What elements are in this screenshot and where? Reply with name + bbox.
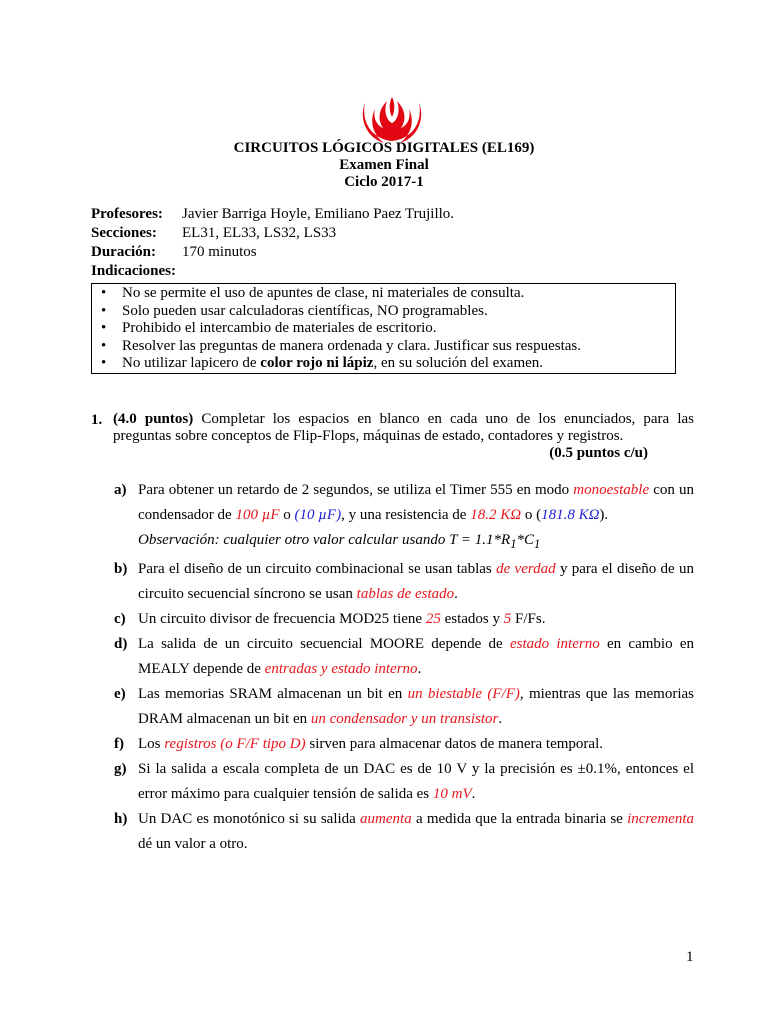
- item-text: .: [417, 661, 422, 677]
- exam-cycle: Ciclo 2017-1: [344, 174, 424, 190]
- item-h: [114, 807, 694, 857]
- answer: 18.2 KΩ: [470, 507, 522, 523]
- indicacion-text: Resolver las preguntas de manera ordenada y clara. Justificar sus respuestas.: [122, 337, 582, 354]
- answer: un biestable (F/F): [407, 686, 520, 702]
- item-f: [114, 732, 694, 757]
- item-text: .: [471, 786, 476, 802]
- item-b: [114, 557, 694, 607]
- exam-info: [91, 205, 454, 281]
- item-label: e): [114, 686, 126, 702]
- question-1: [91, 411, 694, 462]
- answer-alt: (10 µF): [294, 507, 342, 523]
- item-d: [114, 632, 694, 682]
- observation-text: Observación: cualquier otro valor calcular usando T = 1.1*R: [138, 532, 511, 548]
- item-text: , mientras que las memorias DRAM almacenan un bit en: [138, 686, 695, 727]
- points-each: (0.5 puntos c/u): [549, 445, 648, 461]
- indicacion-item: [92, 285, 675, 303]
- answer: aumenta: [360, 811, 412, 827]
- item-text: Para obtener un retardo de 2 segundos, se utiliza el Timer 555 en modo: [138, 482, 574, 498]
- item-text: y para el diseño de un circuito secuencial síncrono se usan: [138, 561, 694, 602]
- duracion-row: [91, 243, 454, 262]
- item-text: Un circuito divisor de frecuencia MOD25 tiene: [138, 611, 426, 627]
- item-text: F/Fs.: [511, 611, 546, 627]
- question-items: [114, 478, 694, 857]
- item-label: g): [114, 761, 127, 777]
- profesores-label: Profesores:: [91, 206, 163, 222]
- answer: 10 mV: [432, 786, 472, 802]
- item-text: estados y: [440, 611, 504, 627]
- item-label: f): [114, 736, 124, 752]
- indicacion-bold: color rojo ni lápiz: [260, 355, 374, 372]
- answer: 5: [503, 611, 512, 627]
- answer: registros (o F/F tipo D): [164, 736, 306, 752]
- duracion-label: Duración:: [91, 244, 156, 260]
- question-text: Completar los espacios en blanco en cada uno de los enunciados, para las preguntas sobre conceptos de Flip-Flops, máquinas de estado, contadores y registros.: [113, 411, 694, 444]
- item-text: .: [498, 711, 503, 727]
- question-statement: [113, 411, 694, 445]
- item-text: en cambio en MEALY depende de: [138, 636, 694, 677]
- answer-alt: 181.8 KΩ: [541, 507, 600, 523]
- item-label: h): [114, 811, 128, 827]
- exam-name: Examen Final: [339, 157, 429, 173]
- item-label: c): [114, 611, 126, 627]
- secciones-label: Secciones:: [91, 225, 157, 241]
- observation-text: *C: [516, 532, 534, 548]
- secciones-value: EL31, EL33, LS32, LS33: [182, 225, 337, 241]
- indicacion-item: [92, 303, 675, 321]
- item-c: [114, 607, 694, 632]
- item-text: Para el diseño de un circuito combinacional se usan tablas: [138, 561, 497, 577]
- indicacion-text: , en su solución del examen.: [373, 355, 544, 372]
- item-label: b): [114, 561, 128, 577]
- indicaciones-label: Indicaciones:: [91, 263, 177, 279]
- indicaciones-box: [91, 283, 676, 374]
- item-text: Las memorias SRAM almacenan un bit en: [138, 686, 408, 702]
- item-text: sirven para almacenar datos de manera temporal.: [305, 736, 603, 752]
- bullet-icon: •: [101, 302, 107, 319]
- answer: incrementa: [627, 811, 694, 827]
- item-text: , y una resistencia de: [341, 507, 471, 523]
- indicacion-item: [92, 355, 675, 373]
- bullet-icon: •: [101, 355, 107, 372]
- duracion-value: 170 minutos: [182, 244, 257, 260]
- answer: 25: [425, 611, 441, 627]
- item-label: d): [114, 636, 128, 652]
- item-text: ).: [599, 507, 609, 523]
- item-a: [114, 478, 694, 557]
- bullet-icon: •: [101, 320, 107, 337]
- bullet-icon: •: [101, 337, 107, 354]
- answer: 100 µF: [235, 507, 280, 523]
- item-text: Los: [138, 736, 165, 752]
- indicacion-text: No se permite el uso de apuntes de clase, ni materiales de consulta.: [122, 285, 525, 301]
- indicacion-item: [92, 320, 675, 338]
- indicacion-item: [92, 338, 675, 356]
- item-text: o: [279, 507, 295, 523]
- indicacion-text: Solo pueden usar calculadoras científicas, NO programables.: [122, 302, 488, 319]
- profesores-value: Javier Barriga Hoyle, Emiliano Paez Trujillo.: [182, 206, 455, 222]
- observation: [138, 528, 694, 557]
- answer: estado interno: [509, 636, 600, 652]
- indicacion-text: No utilizar lapicero de: [122, 355, 261, 372]
- subscript: 1: [533, 537, 541, 551]
- page-number: 1: [686, 949, 694, 965]
- indicaciones-row: [91, 262, 454, 281]
- indicaciones-list: [92, 285, 675, 373]
- secciones-row: [91, 224, 454, 243]
- answer: entradas y estado interno: [264, 661, 418, 677]
- indicacion-text: Prohibido el intercambio de materiales de escritorio.: [122, 320, 437, 337]
- item-label: a): [114, 482, 127, 498]
- question-number: 1.: [91, 412, 103, 428]
- profesores-row: [91, 205, 454, 224]
- item-text: a medida que la entrada binaria se: [411, 811, 628, 827]
- item-text: dé un valor a otro.: [138, 836, 248, 852]
- answer: tablas de estado: [356, 586, 455, 602]
- item-text: con un condensador de: [138, 482, 694, 523]
- course-title: CIRCUITOS LÓGICOS DIGITALES (EL169): [233, 140, 535, 156]
- item-text: La salida de un circuito secuencial MOORE depende de: [138, 636, 510, 652]
- item-text: .: [454, 586, 458, 602]
- answer: un condensador y un transistor: [310, 711, 499, 727]
- subscript: 1: [510, 537, 517, 551]
- item-text: o (: [521, 507, 542, 523]
- item-text: Un DAC es monotónico si su salida: [138, 811, 361, 827]
- item-text: Si la salida a escala completa de un DAC es de 10 V y la precisión es ±0.1%, entonces el error máximo para cualquier tensión de salida es: [138, 761, 694, 802]
- exam-title-block: [0, 140, 768, 191]
- answer: de verdad: [496, 561, 556, 577]
- bullet-icon: •: [101, 285, 107, 301]
- item-g: [114, 757, 694, 807]
- item-e: [114, 682, 694, 732]
- answer: monoestable: [573, 482, 650, 498]
- question-points: (4.0 puntos): [113, 411, 194, 427]
